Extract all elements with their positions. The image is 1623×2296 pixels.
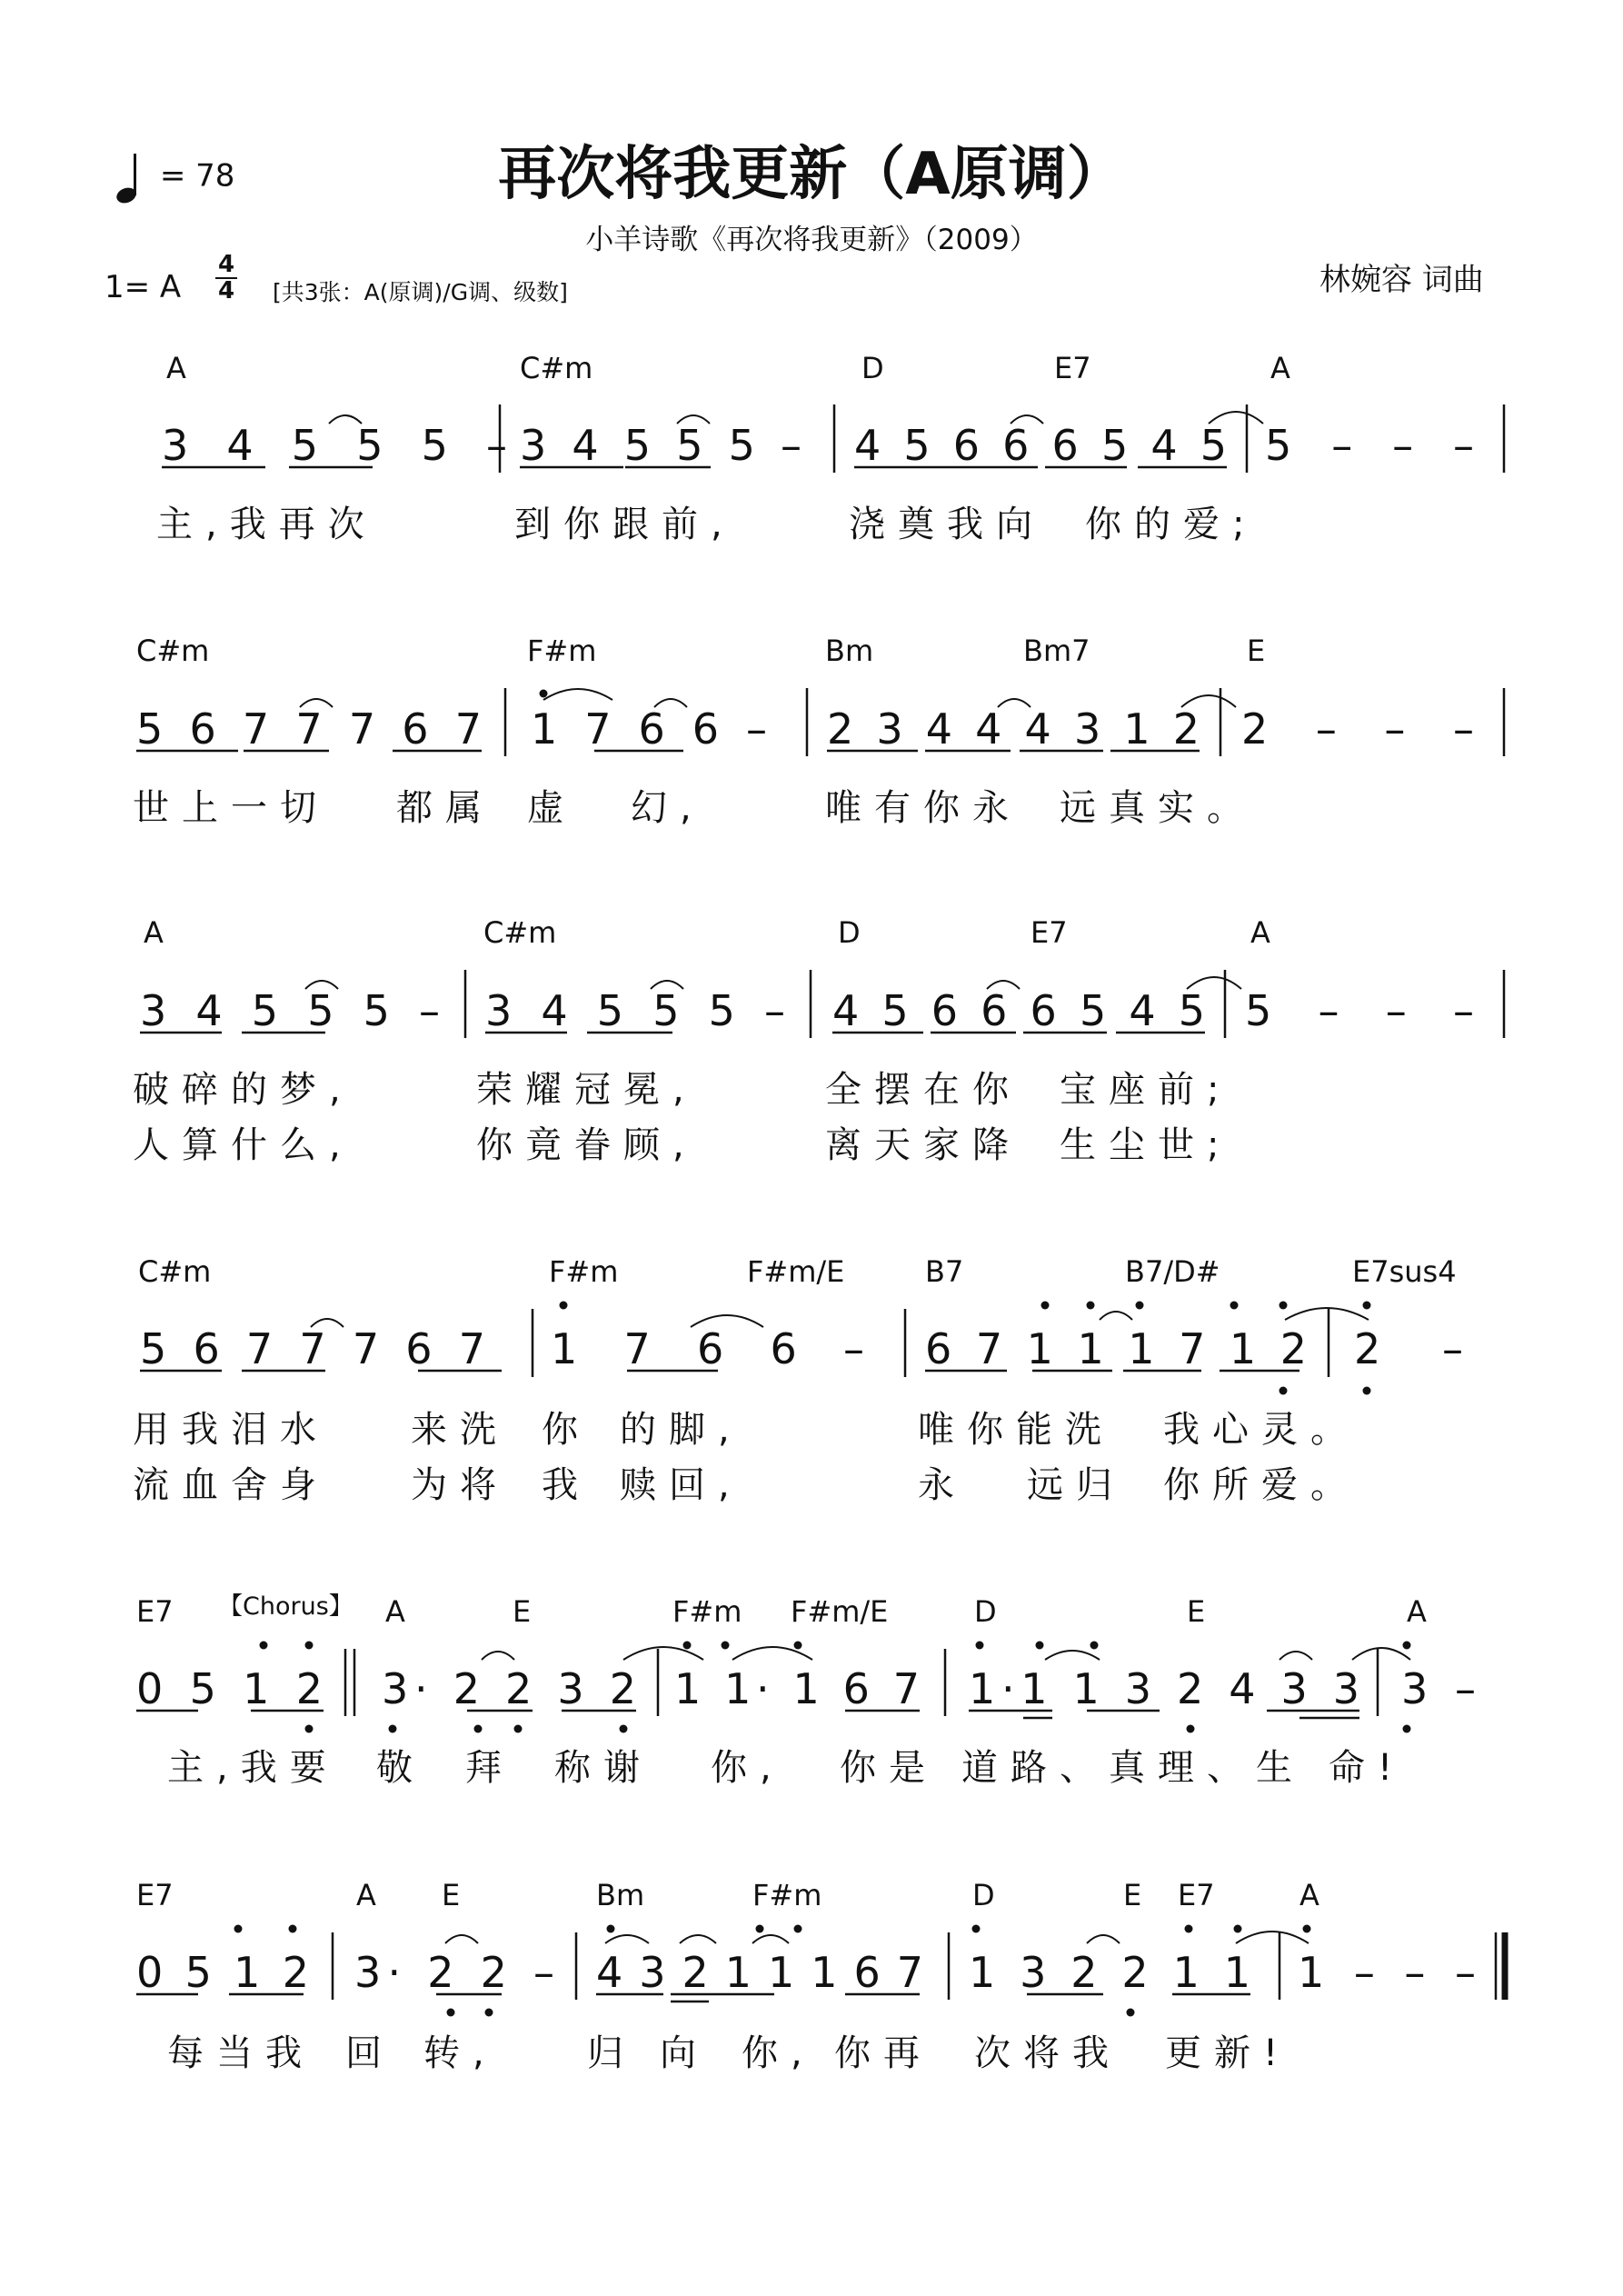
lyric: 永 bbox=[918, 1464, 967, 1506]
measure: 3 4 5 5 5 – bbox=[162, 421, 507, 470]
key-note: [共3张：A(原调)/G调、级数] bbox=[273, 279, 568, 305]
measure: 2 3 4 4 4 3 1 2 bbox=[827, 704, 1200, 754]
time-signature-top: 4 bbox=[217, 251, 235, 278]
lyric: 流血舍身 bbox=[133, 1464, 329, 1506]
lyric: 赎回, bbox=[620, 1464, 742, 1506]
lyric: 回 bbox=[345, 2032, 394, 2074]
lyric: 远归 bbox=[1027, 1464, 1125, 1506]
song-subtitle: 小羊诗歌《再次将我更新》（2009） bbox=[585, 224, 1038, 256]
chord: F#m bbox=[549, 1254, 619, 1289]
measure: 4 5 6 6 6 5 4 5 bbox=[832, 986, 1205, 1035]
chord: A bbox=[144, 915, 164, 950]
lyric: 全摆在你 bbox=[825, 1069, 1021, 1111]
chord: F#m bbox=[672, 1594, 742, 1629]
lyric: 称谢 bbox=[554, 1747, 652, 1789]
lyric: 道路、真理、生 bbox=[961, 1747, 1305, 1789]
chord: C#m bbox=[138, 1254, 212, 1289]
system-5 bbox=[136, 1592, 1476, 1789]
lyric: 离天家降 bbox=[825, 1124, 1021, 1166]
lyric: 用我泪水 bbox=[133, 1409, 329, 1451]
lyric: 拜 bbox=[465, 1747, 514, 1789]
lyric: 唯有你永 bbox=[825, 787, 1021, 829]
lyric: 归 bbox=[587, 2032, 636, 2074]
lyric: 荣耀冠冕, bbox=[476, 1069, 697, 1111]
song-title: 再次将我更新（A原调） bbox=[498, 141, 1125, 208]
measure: 0 5 1 2 bbox=[136, 1948, 309, 1997]
lyric: 你所爱。 bbox=[1163, 1464, 1359, 1506]
measure: 5 – – – bbox=[1245, 986, 1474, 1035]
lyric: 幻, bbox=[631, 787, 704, 829]
chord: B7/D# bbox=[1125, 1254, 1220, 1289]
lyric: 你的爱; bbox=[1085, 504, 1258, 545]
lyric: 每当我 bbox=[167, 2032, 314, 2074]
lyric: 更新! bbox=[1165, 2032, 1291, 2074]
chord: E7sus4 bbox=[1352, 1254, 1457, 1289]
chord: E7 bbox=[1031, 915, 1068, 950]
chord: E7 bbox=[1054, 351, 1091, 385]
lyric: 世上一切 bbox=[133, 787, 329, 829]
measure: 1 7 6 6 – bbox=[551, 1324, 864, 1373]
lyric: 敬 bbox=[376, 1747, 425, 1789]
lyric: 宝座前; bbox=[1060, 1069, 1232, 1111]
chord: F#m/E bbox=[791, 1594, 889, 1629]
chord: E7 bbox=[1178, 1878, 1215, 1912]
lyric: 你是 bbox=[840, 1747, 938, 1789]
system-1 bbox=[156, 351, 1504, 545]
system-3 bbox=[133, 915, 1504, 1166]
time-signature-bottom: 4 bbox=[217, 277, 235, 304]
lyric: 主,我要 bbox=[167, 1747, 339, 1789]
lyric: 主,我再次 bbox=[156, 504, 377, 545]
lyric: 的脚, bbox=[620, 1409, 742, 1451]
chord: C#m bbox=[520, 351, 593, 385]
measure: 2 – bbox=[1354, 1324, 1463, 1373]
chord: E bbox=[1123, 1878, 1142, 1912]
chord: D bbox=[861, 351, 884, 385]
lyric: 生尘世; bbox=[1060, 1124, 1232, 1166]
author-credit: 林婉容 词曲 bbox=[1319, 262, 1484, 298]
chord: A bbox=[1270, 351, 1290, 385]
chord: E bbox=[442, 1878, 461, 1912]
chord: A bbox=[1299, 1878, 1319, 1912]
lyric: 向 bbox=[660, 2032, 709, 2074]
measure: 1 3 2 2 1 1 bbox=[969, 1948, 1250, 1997]
lyric: 命! bbox=[1329, 1747, 1406, 1789]
lyric: 都属 bbox=[396, 787, 494, 829]
lyric: 唯你能洗 bbox=[918, 1409, 1114, 1451]
chord: A bbox=[166, 351, 186, 385]
chorus-marker: 【Chorus】 bbox=[218, 1592, 353, 1621]
measure: 1·1 1 3 2 4 3 3 bbox=[969, 1664, 1359, 1713]
measure: 1 – – – bbox=[1298, 1948, 1476, 1997]
measure: 1 7 6 6 – bbox=[531, 704, 767, 754]
lyric: 浇奠我向 bbox=[849, 504, 1045, 545]
measure: 3 4 5 5 5 – bbox=[485, 986, 785, 1035]
chord: D bbox=[972, 1878, 995, 1912]
lyric: 你 bbox=[542, 1409, 591, 1451]
measure: 4 5 6 6 6 5 4 5 bbox=[854, 421, 1227, 470]
measure: 3 – bbox=[1401, 1664, 1476, 1713]
lyric: 虚 bbox=[527, 787, 576, 829]
lyric: 次将我 bbox=[974, 2032, 1121, 2074]
lyric: 为将 bbox=[411, 1464, 509, 1506]
measure: 6 7 1 1 1 7 1 2 bbox=[925, 1324, 1307, 1373]
measure: 2 – – – bbox=[1241, 704, 1474, 754]
chord: Bm7 bbox=[1023, 634, 1090, 668]
lyric: 你再 bbox=[834, 2032, 932, 2074]
chord: E bbox=[1187, 1594, 1206, 1629]
chord: E bbox=[513, 1594, 532, 1629]
chord: Bm bbox=[596, 1878, 645, 1912]
measure: 5 6 7 7 7 6 7 bbox=[140, 1324, 485, 1373]
chord: A bbox=[1407, 1594, 1427, 1629]
measure: 3 4 5 5 5 – bbox=[520, 421, 802, 470]
chord: A bbox=[1250, 915, 1270, 950]
lyric: 破碎的梦, bbox=[133, 1069, 353, 1111]
measure: 5 6 7 7 7 6 7 bbox=[136, 704, 482, 754]
measure: 3· 2 2 – bbox=[354, 1948, 554, 1997]
chord: F#m bbox=[752, 1878, 822, 1912]
tempo-value: = 78 bbox=[159, 157, 235, 195]
key-signature: 1= A bbox=[105, 269, 182, 305]
chord: F#m/E bbox=[747, 1254, 845, 1289]
measure: 0 5 1 2 bbox=[136, 1664, 323, 1713]
system-2 bbox=[133, 634, 1504, 829]
measure: 4 3 2 1 1 1 6 7 bbox=[596, 1948, 923, 1997]
system-4 bbox=[133, 1254, 1463, 1506]
measure: 1 1· 1 6 7 bbox=[674, 1664, 920, 1713]
chord: C#m bbox=[136, 634, 210, 668]
lyric: 到你跟前, bbox=[514, 504, 735, 545]
lyric: 我心灵。 bbox=[1163, 1409, 1359, 1451]
lyric: 我 bbox=[542, 1464, 591, 1506]
chord: D bbox=[838, 915, 861, 950]
chord: A bbox=[385, 1594, 405, 1629]
chord: B7 bbox=[925, 1254, 964, 1289]
lyric: 人算什么, bbox=[133, 1124, 353, 1166]
lyric: 转, bbox=[423, 2032, 497, 2074]
system-6 bbox=[136, 1878, 1505, 2074]
chord: D bbox=[974, 1594, 997, 1629]
lyric: 你竟眷顾, bbox=[476, 1124, 697, 1166]
measure: 3· 2 2 3 2 bbox=[382, 1664, 636, 1713]
measure: 5 – – – bbox=[1265, 421, 1474, 470]
chord: E7 bbox=[136, 1878, 174, 1912]
chord: E bbox=[1247, 634, 1266, 668]
measure: 3 4 5 5 5 – bbox=[140, 986, 440, 1035]
lyric: 远真实。 bbox=[1060, 787, 1256, 829]
chord: Bm bbox=[825, 634, 874, 668]
lyric: 你, bbox=[711, 1747, 784, 1789]
chord: F#m bbox=[527, 634, 597, 668]
chord: E7 bbox=[136, 1594, 174, 1629]
lyric: 来洗 bbox=[411, 1409, 509, 1451]
chord: C#m bbox=[483, 915, 557, 950]
chord: A bbox=[356, 1878, 376, 1912]
lyric: 你, bbox=[742, 2032, 815, 2074]
